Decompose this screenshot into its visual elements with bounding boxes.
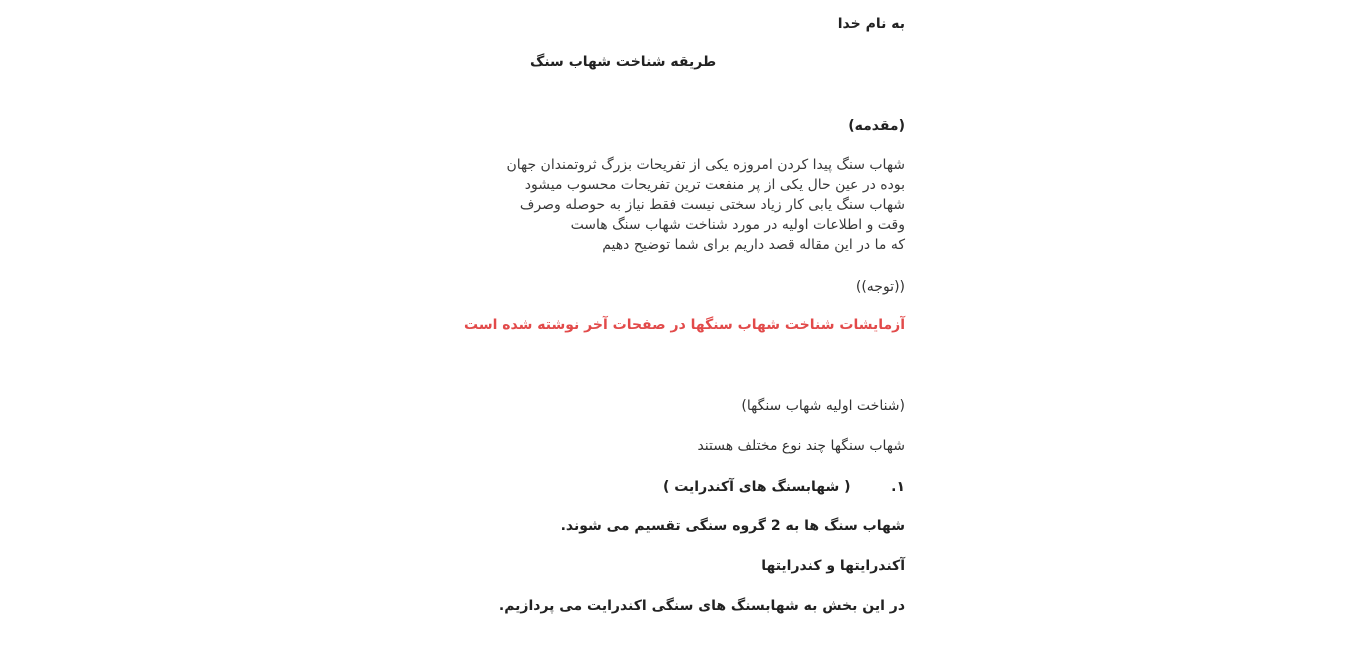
section-heading: (شناخت اولیه شهاب سنگها)	[741, 398, 905, 414]
document-page	[330, 0, 905, 666]
list-item-row	[663, 477, 905, 497]
list-item-text: ( شهابسنگ های آکندرایت )	[662, 479, 851, 495]
intro-line: بوده در عین حال یکی از پر منفعت ترین تفریحات محسوب میشود	[524, 177, 905, 193]
basmala: به نام خدا	[837, 16, 905, 32]
section-text: شهاب سنگها چند نوع مختلف هستند	[697, 438, 905, 454]
intro-paragraph	[506, 155, 905, 255]
section-intro: در این بخش به شهابسنگ های سنگی اکندرایت می پردازیم.	[498, 598, 905, 614]
intro-line: وقت و اطلاعات اولیه در مورد شناخت شهاب سنگ هاست	[570, 217, 905, 233]
note-text: آزمایشات شناخت شهاب سنگها در صفحات آخر نوشته شده است	[464, 317, 905, 333]
intro-line: شهاب سنگ پیدا کردن امروزه یکی از تفریحات بزرگ ثروتمندان جهان	[506, 157, 905, 173]
note-heading: ((توجه))	[855, 279, 905, 295]
intro-line: که ما در این مقاله قصد داریم برای شما توضیح دهیم	[602, 237, 905, 253]
groups-names: آکندرایتها و کندرایتها	[761, 558, 905, 574]
document-title: طریقه شناخت شهاب سنگ	[530, 54, 717, 70]
groups-text: شهاب سنگ ها به 2 گروه سنگی تقسیم می شوند.	[560, 518, 905, 534]
intro-heading: (مقدمه)	[848, 118, 905, 134]
intro-line: شهاب سنگ یابی کار زیاد سختی نیست فقط نیاز به حوصله وصرف	[519, 197, 905, 213]
list-number: ۱.	[891, 479, 905, 495]
